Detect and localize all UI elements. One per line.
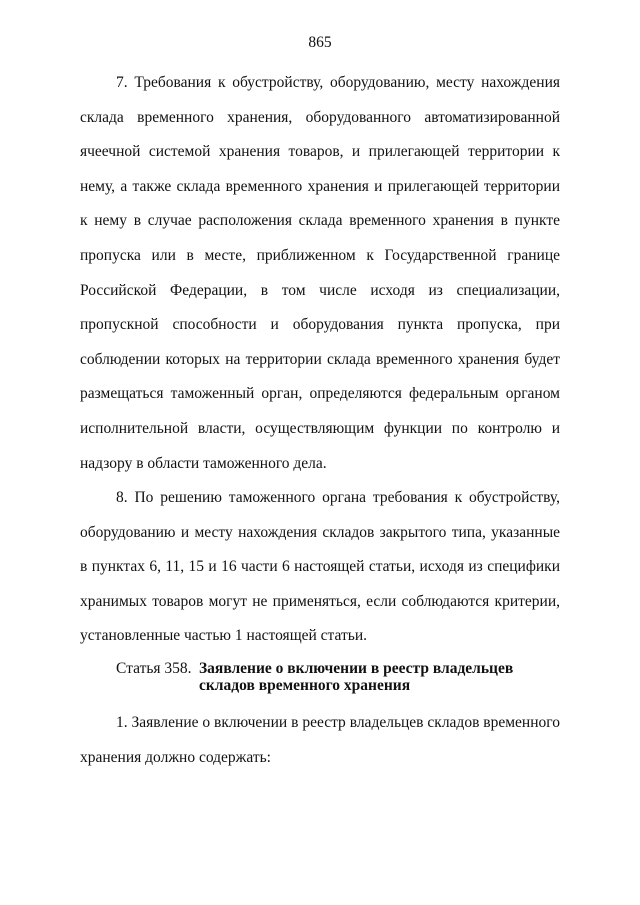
- article-heading: [116, 660, 560, 694]
- article-paragraph-1: 1. Заявление о включении в реестр владельцев складов временного хранения должно содержать:: [80, 714, 560, 766]
- article-title: Заявление о включении в реестр владельцев складов временного хранения: [199, 660, 514, 694]
- article-number: Статья 358.: [116, 660, 192, 677]
- paragraph-8: 8. По решению таможенного органа требования к обустройству, оборудованию и месту нахождения складов закрытого типа, указанные в пунктах 6, 11, 15 и 16 части 6 настоящей статьи, исходя из специфики хранимых товаров могут не применяться, если соблюдаются критерии, установленные частью 1 настоящей статьи.: [80, 489, 560, 645]
- paragraph-7: 7. Требования к обустройству, оборудованию, месту нахождения склада временного хранения, оборудованного автоматизированной ячеечной системой хранения товаров, и прилегающей территории к нему, а также склада временного хранения и прилегающей территории к нему в случае расположения склада временного хранения в пункте пропуска или в месте, приближенном к Государственной границе Российской Федерации, в том числе исходя из специализации, пропускной способности и оборудования пункта пропуска, при соблюдении которых на территории склада временного хранения будет размещаться таможенный орган, определяются федеральным органом исполнительной власти, осуществляющим функции по контролю и надзору в области таможенного дела.: [80, 74, 560, 472]
- page-number: 865: [308, 34, 332, 51]
